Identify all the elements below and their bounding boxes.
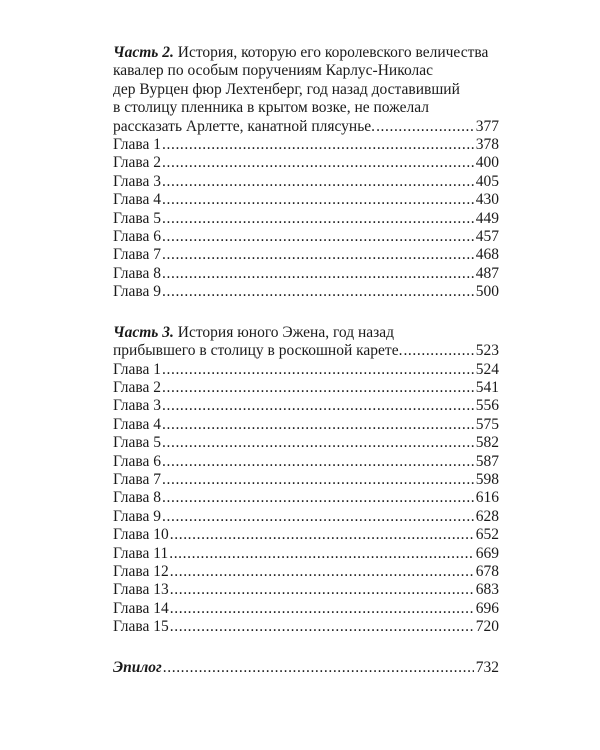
chapter-entry[interactable] — [113, 154, 499, 172]
page-number: 683 — [475, 581, 499, 599]
chapter-label: Глава 2 — [113, 378, 162, 396]
chapter-label: Глава 13 — [113, 581, 169, 599]
chapter-label: Глава 15 — [113, 618, 169, 636]
dot-leader — [162, 416, 474, 434]
part-3-label: Часть 3. — [113, 323, 174, 341]
chapter-label: Глава 4 — [113, 415, 162, 433]
chapter-entry[interactable] — [113, 361, 499, 379]
part-2-chapter-list — [113, 136, 499, 302]
chapter-label: Глава 1 — [113, 136, 162, 154]
chapter-label: Глава 6 — [113, 228, 162, 246]
dot-leader — [162, 453, 474, 471]
page-number: 457 — [475, 228, 499, 246]
page-number: 378 — [475, 136, 499, 154]
chapter-label: Глава 9 — [113, 283, 162, 301]
dot-leader — [162, 471, 474, 489]
chapter-label: Глава 5 — [113, 209, 162, 227]
part-2-heading — [113, 44, 499, 118]
chapter-entry[interactable] — [113, 526, 499, 544]
chapter-entry[interactable] — [113, 600, 499, 618]
chapter-entry[interactable] — [113, 173, 499, 191]
dot-leader — [170, 526, 474, 544]
epilogue-label: Эпилог — [113, 658, 162, 676]
chapter-entry[interactable] — [113, 416, 499, 434]
dot-leader — [162, 489, 474, 507]
page-number: 720 — [475, 618, 499, 636]
page-number: 678 — [475, 562, 499, 580]
chapter-entry[interactable] — [113, 136, 499, 154]
part-3-title-last-row[interactable] — [113, 342, 499, 360]
chapter-entry[interactable] — [113, 563, 499, 581]
dot-leader — [169, 545, 474, 563]
dot-leader — [170, 563, 474, 581]
page-number: 616 — [475, 489, 499, 507]
chapter-label: Глава 1 — [113, 360, 162, 378]
dot-leader — [162, 154, 474, 172]
part-2-section — [113, 44, 499, 302]
page-number: 400 — [475, 154, 499, 172]
part-2-title-line: дер Вурцен фюр Лехтенберг, год назад доставивший — [113, 80, 460, 98]
page-number: 575 — [475, 415, 499, 433]
dot-leader — [170, 618, 474, 636]
chapter-entry[interactable] — [113, 210, 499, 228]
part-2-title-last-row[interactable] — [113, 118, 499, 136]
chapter-label: Глава 7 — [113, 246, 162, 264]
dot-leader — [163, 659, 474, 677]
chapter-entry[interactable] — [113, 453, 499, 471]
dot-leader — [162, 173, 474, 191]
chapter-label: Глава 8 — [113, 264, 162, 282]
page-number: 628 — [475, 507, 499, 525]
chapter-label: Глава 5 — [113, 434, 162, 452]
page-number: 500 — [475, 283, 499, 301]
chapter-label: Глава 2 — [113, 154, 162, 172]
chapter-entry[interactable] — [113, 618, 499, 636]
epilogue-entry[interactable] — [113, 659, 499, 677]
chapter-entry[interactable] — [113, 581, 499, 599]
page-number: 696 — [475, 599, 499, 617]
table-of-contents — [113, 44, 499, 677]
chapter-label: Глава 14 — [113, 599, 169, 617]
dot-leader — [162, 228, 474, 246]
page-number: 556 — [475, 397, 499, 415]
page-number: 468 — [475, 246, 499, 264]
dot-leader — [162, 397, 474, 415]
dot-leader — [162, 246, 474, 264]
page-number: 523 — [475, 342, 499, 360]
dot-leader — [162, 361, 474, 379]
dot-leader — [162, 265, 474, 283]
part-3-section — [113, 324, 499, 637]
part-2-heading-line-1 — [113, 44, 499, 62]
chapter-label: Глава 11 — [113, 544, 169, 562]
page-number: 405 — [475, 172, 499, 190]
chapter-label: Глава 7 — [113, 470, 162, 488]
page-number: 732 — [475, 658, 499, 676]
chapter-entry[interactable] — [113, 191, 499, 209]
chapter-label: Глава 3 — [113, 172, 162, 190]
part-2-label: Часть 2. — [113, 44, 174, 61]
dot-leader — [170, 581, 474, 599]
page-number: 541 — [475, 378, 499, 396]
part-2-title-line: кавалер по особым поручениям Карлус-Николас — [113, 62, 433, 80]
page-number: 449 — [475, 209, 499, 227]
chapter-label: Глава 4 — [113, 191, 162, 209]
part-2-title-line: в столицу пленника в крытом возке, не пожелал — [113, 99, 430, 117]
page-number: 652 — [475, 526, 499, 544]
page-number: 582 — [475, 434, 499, 452]
part-2-title-last-line: рассказать Арлетте, канатной плясунье. — [113, 117, 376, 135]
chapter-entry[interactable] — [113, 228, 499, 246]
dot-leader — [162, 136, 474, 154]
part-3-title-line: История юного Эжена, год назад — [173, 323, 395, 341]
chapter-label: Глава 10 — [113, 526, 169, 544]
dot-leader — [162, 283, 474, 301]
part-2-title-line: История, которую его королевского величества — [173, 44, 489, 61]
chapter-label: Глава 9 — [113, 507, 162, 525]
chapter-entry[interactable] — [113, 379, 499, 397]
page-number: 587 — [475, 452, 499, 470]
chapter-label: Глава 3 — [113, 397, 162, 415]
page-number: 430 — [475, 191, 499, 209]
page-number: 524 — [475, 360, 499, 378]
page-number: 598 — [475, 470, 499, 488]
dot-leader — [376, 118, 474, 136]
dot-leader — [162, 379, 474, 397]
dot-leader — [403, 342, 473, 360]
chapter-entry[interactable] — [113, 397, 499, 415]
dot-leader — [162, 508, 474, 526]
part-3-chapter-list — [113, 361, 499, 637]
chapter-label: Глава 6 — [113, 452, 162, 470]
dot-leader — [162, 434, 474, 452]
chapter-entry[interactable] — [113, 545, 499, 563]
part-3-title-last-line: прибывшего в столицу в роскошной карете. — [113, 342, 403, 360]
page-number: 487 — [475, 264, 499, 282]
page-number: 377 — [475, 117, 499, 135]
chapter-entry[interactable] — [113, 283, 499, 301]
chapter-entry[interactable] — [113, 508, 499, 526]
part-3-heading-line-1 — [113, 324, 499, 342]
dot-leader — [162, 191, 474, 209]
chapter-entry[interactable] — [113, 434, 499, 452]
part-3-heading — [113, 324, 499, 342]
dot-leader — [170, 600, 474, 618]
chapter-entry[interactable] — [113, 246, 499, 264]
chapter-label: Глава 12 — [113, 562, 169, 580]
dot-leader — [162, 210, 474, 228]
chapter-entry[interactable] — [113, 471, 499, 489]
chapter-entry[interactable] — [113, 489, 499, 507]
chapter-label: Глава 8 — [113, 489, 162, 507]
page-number: 669 — [475, 544, 499, 562]
chapter-entry[interactable] — [113, 265, 499, 283]
